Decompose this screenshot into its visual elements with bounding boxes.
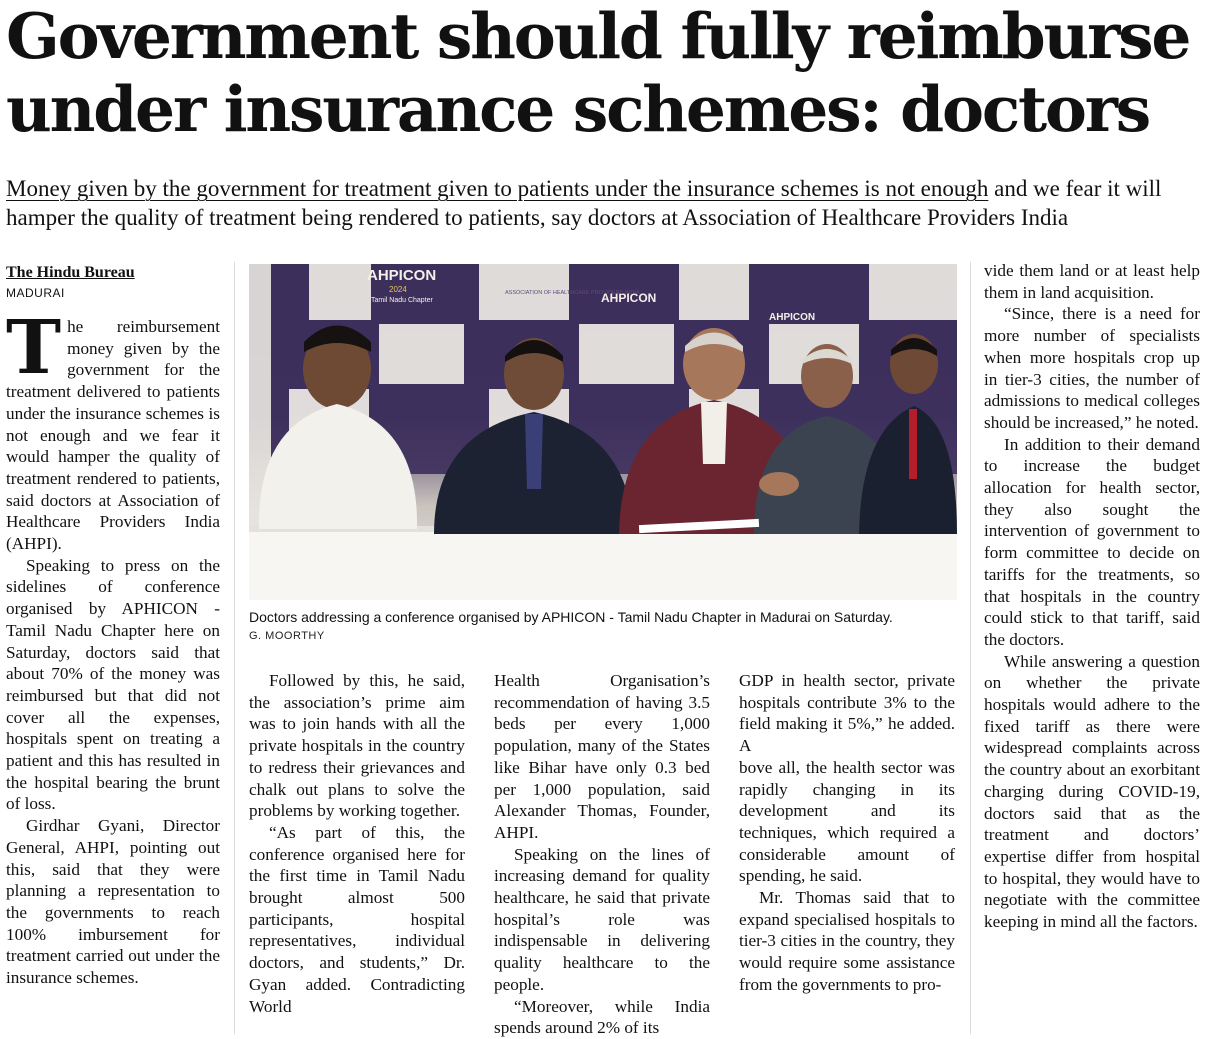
column-5 [984, 260, 1200, 933]
paragraph: In addition to their demand to increase the budget allocation for health sector, they also sought the intervention of government to form committee to decide on tariffs for the treatments, so that hospitals in the country could stick to that tariff, said the doctors. [984, 434, 1200, 649]
paragraph: Speaking to press on the sidelines of conference organised by APHICON - Tamil Nadu Chapter here on Saturday, doctors said that about 70% of the money was reimbursed but that did not cover all the expenses, hospitals spent on treating a patient and this has resulted in the hospital bearing the brunt of loss. [6, 555, 220, 814]
column-rule [970, 262, 971, 1034]
column-4 [739, 670, 955, 996]
paragraph: While answering a question on whether the private hospitals would adhere to the fixed tariff as there were widespread complaints across the country about an exorbitant charging during COVID-19, doctors said that as the treatment and doctors’ expertise differ from hospital to hospital, they would have to negotiate with the committee keeping in mind all the factors. [984, 651, 1200, 932]
column-1 [6, 262, 220, 989]
conference-photo [249, 264, 957, 600]
paragraph: “Moreover, while India spends around 2% of its [494, 996, 710, 1038]
photo-illustration [249, 264, 957, 600]
paragraph: Mr. Thomas said that to expand specialised hospitals to tier-3 cities in the country, they would require some assistance from the governments to pro- [739, 888, 955, 994]
banner-year: 2024 [389, 285, 407, 294]
paragraph: Followed by this, he said, the association’s prime aim was to join hands with all the private hospitals in the country to redress their grievances and chalk out plans to solve the problems by working together. [249, 671, 465, 821]
paragraph: “As part of this, the conference organised here for the first time in Tamil Nadu brought almost 500 participants, hospital representatives, individual doctors, and students,” Dr. Gyan added. Contradicting World [249, 822, 465, 1016]
dropcap: T [6, 305, 62, 391]
column-3 [494, 670, 710, 1039]
banner-text-2: AHPICON [601, 291, 657, 305]
paragraph: GDP in health sector, private hospitals contribute 3% to the field making it 5%,” he added. A [739, 671, 955, 756]
paragraph: bove all, the health sector was rapidly changing in its development and its techniques, which required a considerable amount of spending, he said. [739, 757, 955, 886]
photo-credit: G. MOORTHY [249, 630, 325, 642]
deck-rest: and we fear it will hamper the quality of treatment being rendered to patients, say doctors at Association of Healthcare Providers India [6, 176, 1162, 230]
banner-text-3: AHPICON [769, 312, 816, 323]
column-rule [234, 262, 235, 1034]
headline: Government should fully reimburse under insurance schemes: doctors [6, 0, 1190, 146]
banner-sub: Tamil Nadu Chapter [371, 297, 433, 304]
column-2 [249, 670, 465, 1017]
paragraph: Health Organisation’s recommendation of having 3.5 beds per every 1,000 population, many of the States like Bihar have only 0.3 bed per 1,000 population, said Alexander Thomas, Founder, AHPI. [494, 671, 710, 842]
paragraph: vide them land or at least help them in land acquisition. [984, 261, 1200, 302]
photo-caption: Doctors addressing a conference organised by APHICON - Tamil Nadu Chapter in Madurai on Saturday. [249, 609, 893, 625]
paragraph: Girdhar Gyani, Director General, AHPI, pointing out this, said that they were planning a representation to the governments to reach 100% imbursement for treatment carried out under the insurance schemes. [6, 816, 220, 988]
dateline: MADURAI [6, 286, 65, 300]
paragraph: The reimbursement money given by the government for the treatment delivered to patients under the insurance schemes is not enough and we fear it would hamper the quality of treatment rendered to patients, said doctors at Association of Healthcare Providers India (AHPI). [6, 305, 220, 554]
banner-text: AHPICON [367, 267, 437, 284]
paragraph: Speaking on the lines of increasing demand for quality healthcare, he said that private hospital’s role was indispensable in delivering quality healthcare to the people. [494, 844, 710, 994]
assoc-text: ASSOCIATION OF HEALTHCARE PROVIDERS INDIA [505, 290, 640, 296]
paragraph: “Since, there is a need for more number of specialists when more hospitals crop up in tier-3 cities, the number of admissions to medical colleges should be increased,” he noted. [984, 304, 1200, 432]
deck-underlined: Money given by the government for treatment given to patients under the insurance schemes is not enough [6, 176, 989, 201]
byline: The Hindu Bureau [6, 264, 135, 281]
deck [6, 174, 1200, 232]
